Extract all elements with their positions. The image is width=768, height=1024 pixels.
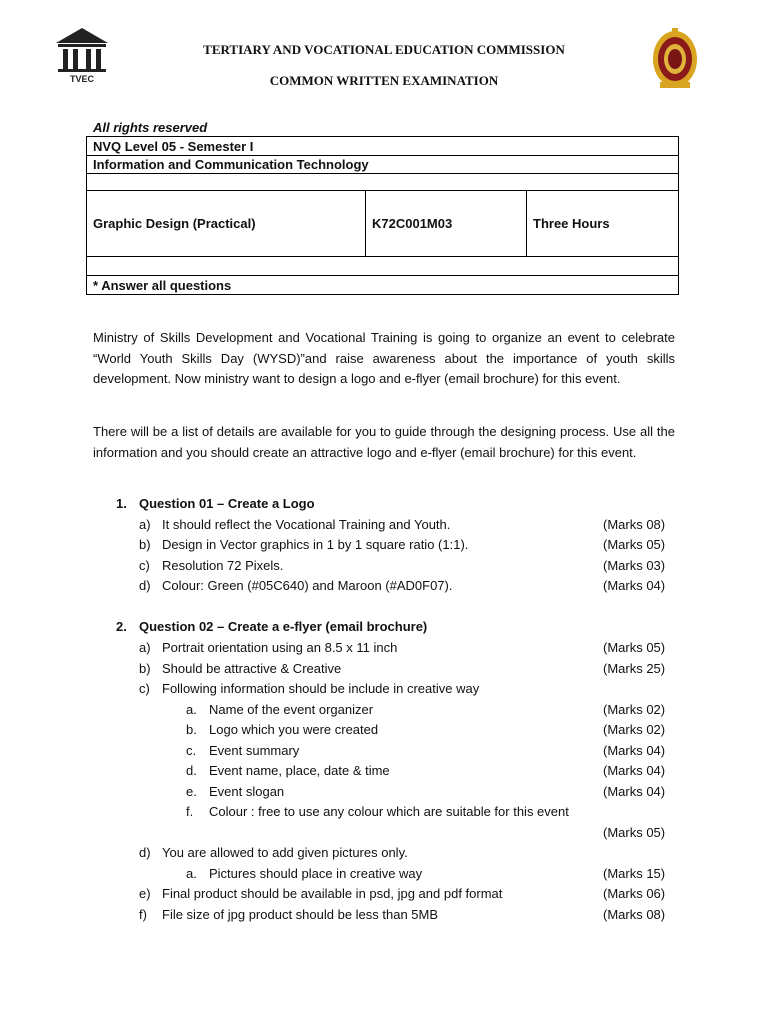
item-marks: (Marks 04) <box>603 763 666 778</box>
item-marks: (Marks 05) <box>603 640 666 655</box>
item-label: b) <box>139 537 151 552</box>
item-text: Should be attractive & Creative <box>162 661 342 676</box>
sub-item-text: Name of the event organizer <box>209 702 374 717</box>
question-title: Question 01 – Create a Logo <box>139 496 315 511</box>
sub-item-text: Event slogan <box>209 784 285 799</box>
subject-cell: Graphic Design (Practical) <box>87 191 366 257</box>
item-label: d) <box>139 578 151 593</box>
item-text: It should reflect the Vocational Training and Youth. <box>162 517 451 532</box>
item-marks: (Marks 15) <box>603 866 666 881</box>
sub-item-text: Pictures should place in creative way <box>209 866 423 881</box>
duration-cell: Three Hours <box>527 191 679 257</box>
sub-item-label: a. <box>186 866 197 881</box>
item-marks: (Marks 02) <box>603 702 666 717</box>
item-text: Portrait orientation using an 8.5 x 11 inch <box>162 640 398 655</box>
sub-item-text: Logo which you were created <box>209 722 379 737</box>
sub-item-label: c. <box>186 743 197 758</box>
field-cell: Information and Communication Technology <box>87 156 679 174</box>
item-text: File size of jpg product should be less than 5MB <box>162 907 439 922</box>
intro-paragraph: Ministry of Skills Development and Vocational Training is going to organize an event to celebrate “World Youth Skills Day (WYSD)”and raise awareness about the importance of youth skills development. Now ministry want to design a logo and e-flyer (email brochure) for this event. <box>93 330 675 386</box>
item-label: c) <box>139 558 150 573</box>
guidance-paragraph: There will be a list of details are available for you to guide through the designing process. Use all the information and you should create an attractive logo and e-flyer (email brochure) for this event. <box>93 424 675 460</box>
item-label: e) <box>139 886 151 901</box>
sub-item-label: b. <box>186 722 197 737</box>
question-number: 1. <box>116 496 127 511</box>
item-label: a) <box>139 640 151 655</box>
item-marks: (Marks 25) <box>603 661 666 676</box>
sub-item-label: a. <box>186 702 197 717</box>
level-cell: NVQ Level 05 - Semester I <box>87 137 679 156</box>
commission-title: TERTIARY AND VOCATIONAL EDUCATION COMMISSION <box>203 42 565 57</box>
item-label: b) <box>139 661 151 676</box>
tvec-logo-text: TVEC <box>69 74 95 84</box>
item-text: Colour: Green (#05C640) and Maroon (#AD0F07). <box>162 578 453 593</box>
item-text: Design in Vector graphics in 1 by 1 square ratio (1:1). <box>162 537 469 552</box>
item-marks: (Marks 05) <box>603 537 666 552</box>
item-marks: (Marks 08) <box>603 907 666 922</box>
item-marks: (Marks 04) <box>603 743 666 758</box>
instruction-cell: * Answer all questions <box>87 276 679 295</box>
item-text: Following information should be include in creative way <box>162 681 480 696</box>
exam-title: COMMON WRITTEN EXAMINATION <box>269 73 499 88</box>
blank-cell <box>87 174 679 191</box>
sub-item-label: f. <box>186 804 194 819</box>
blank-cell <box>87 257 679 276</box>
item-text: Final product should be available in psd, jpg and pdf format <box>162 886 503 901</box>
sub-item-label: e. <box>186 784 197 799</box>
item-marks: (Marks 06) <box>603 886 666 901</box>
question-title: Question 02 – Create a e-flyer (email brochure) <box>139 619 428 634</box>
item-marks: (Marks 02) <box>603 722 666 737</box>
exam-info-table <box>86 136 679 295</box>
sub-item-label: d. <box>186 763 197 778</box>
item-label: a) <box>139 517 151 532</box>
sub-item-text: Colour : free to use any colour which are suitable for this event <box>209 804 569 819</box>
item-marks: (Marks 03) <box>603 558 666 573</box>
question-number: 2. <box>116 619 127 634</box>
item-marks: (Marks 05) <box>603 825 666 840</box>
item-marks: (Marks 04) <box>603 578 666 593</box>
item-marks: (Marks 08) <box>603 517 666 532</box>
item-text: Resolution 72 Pixels. <box>162 558 284 573</box>
sub-item-text: Event summary <box>209 743 300 758</box>
rights-notice: All rights reserved <box>93 120 208 135</box>
item-label: c) <box>139 681 150 696</box>
item-marks: (Marks 04) <box>603 784 666 799</box>
item-label: f) <box>139 907 147 922</box>
code-cell: K72C001M03 <box>366 191 527 257</box>
item-text: You are allowed to add given pictures only. <box>162 845 408 860</box>
item-label: d) <box>139 845 151 860</box>
sub-item-text: Event name, place, date & time <box>209 763 390 778</box>
